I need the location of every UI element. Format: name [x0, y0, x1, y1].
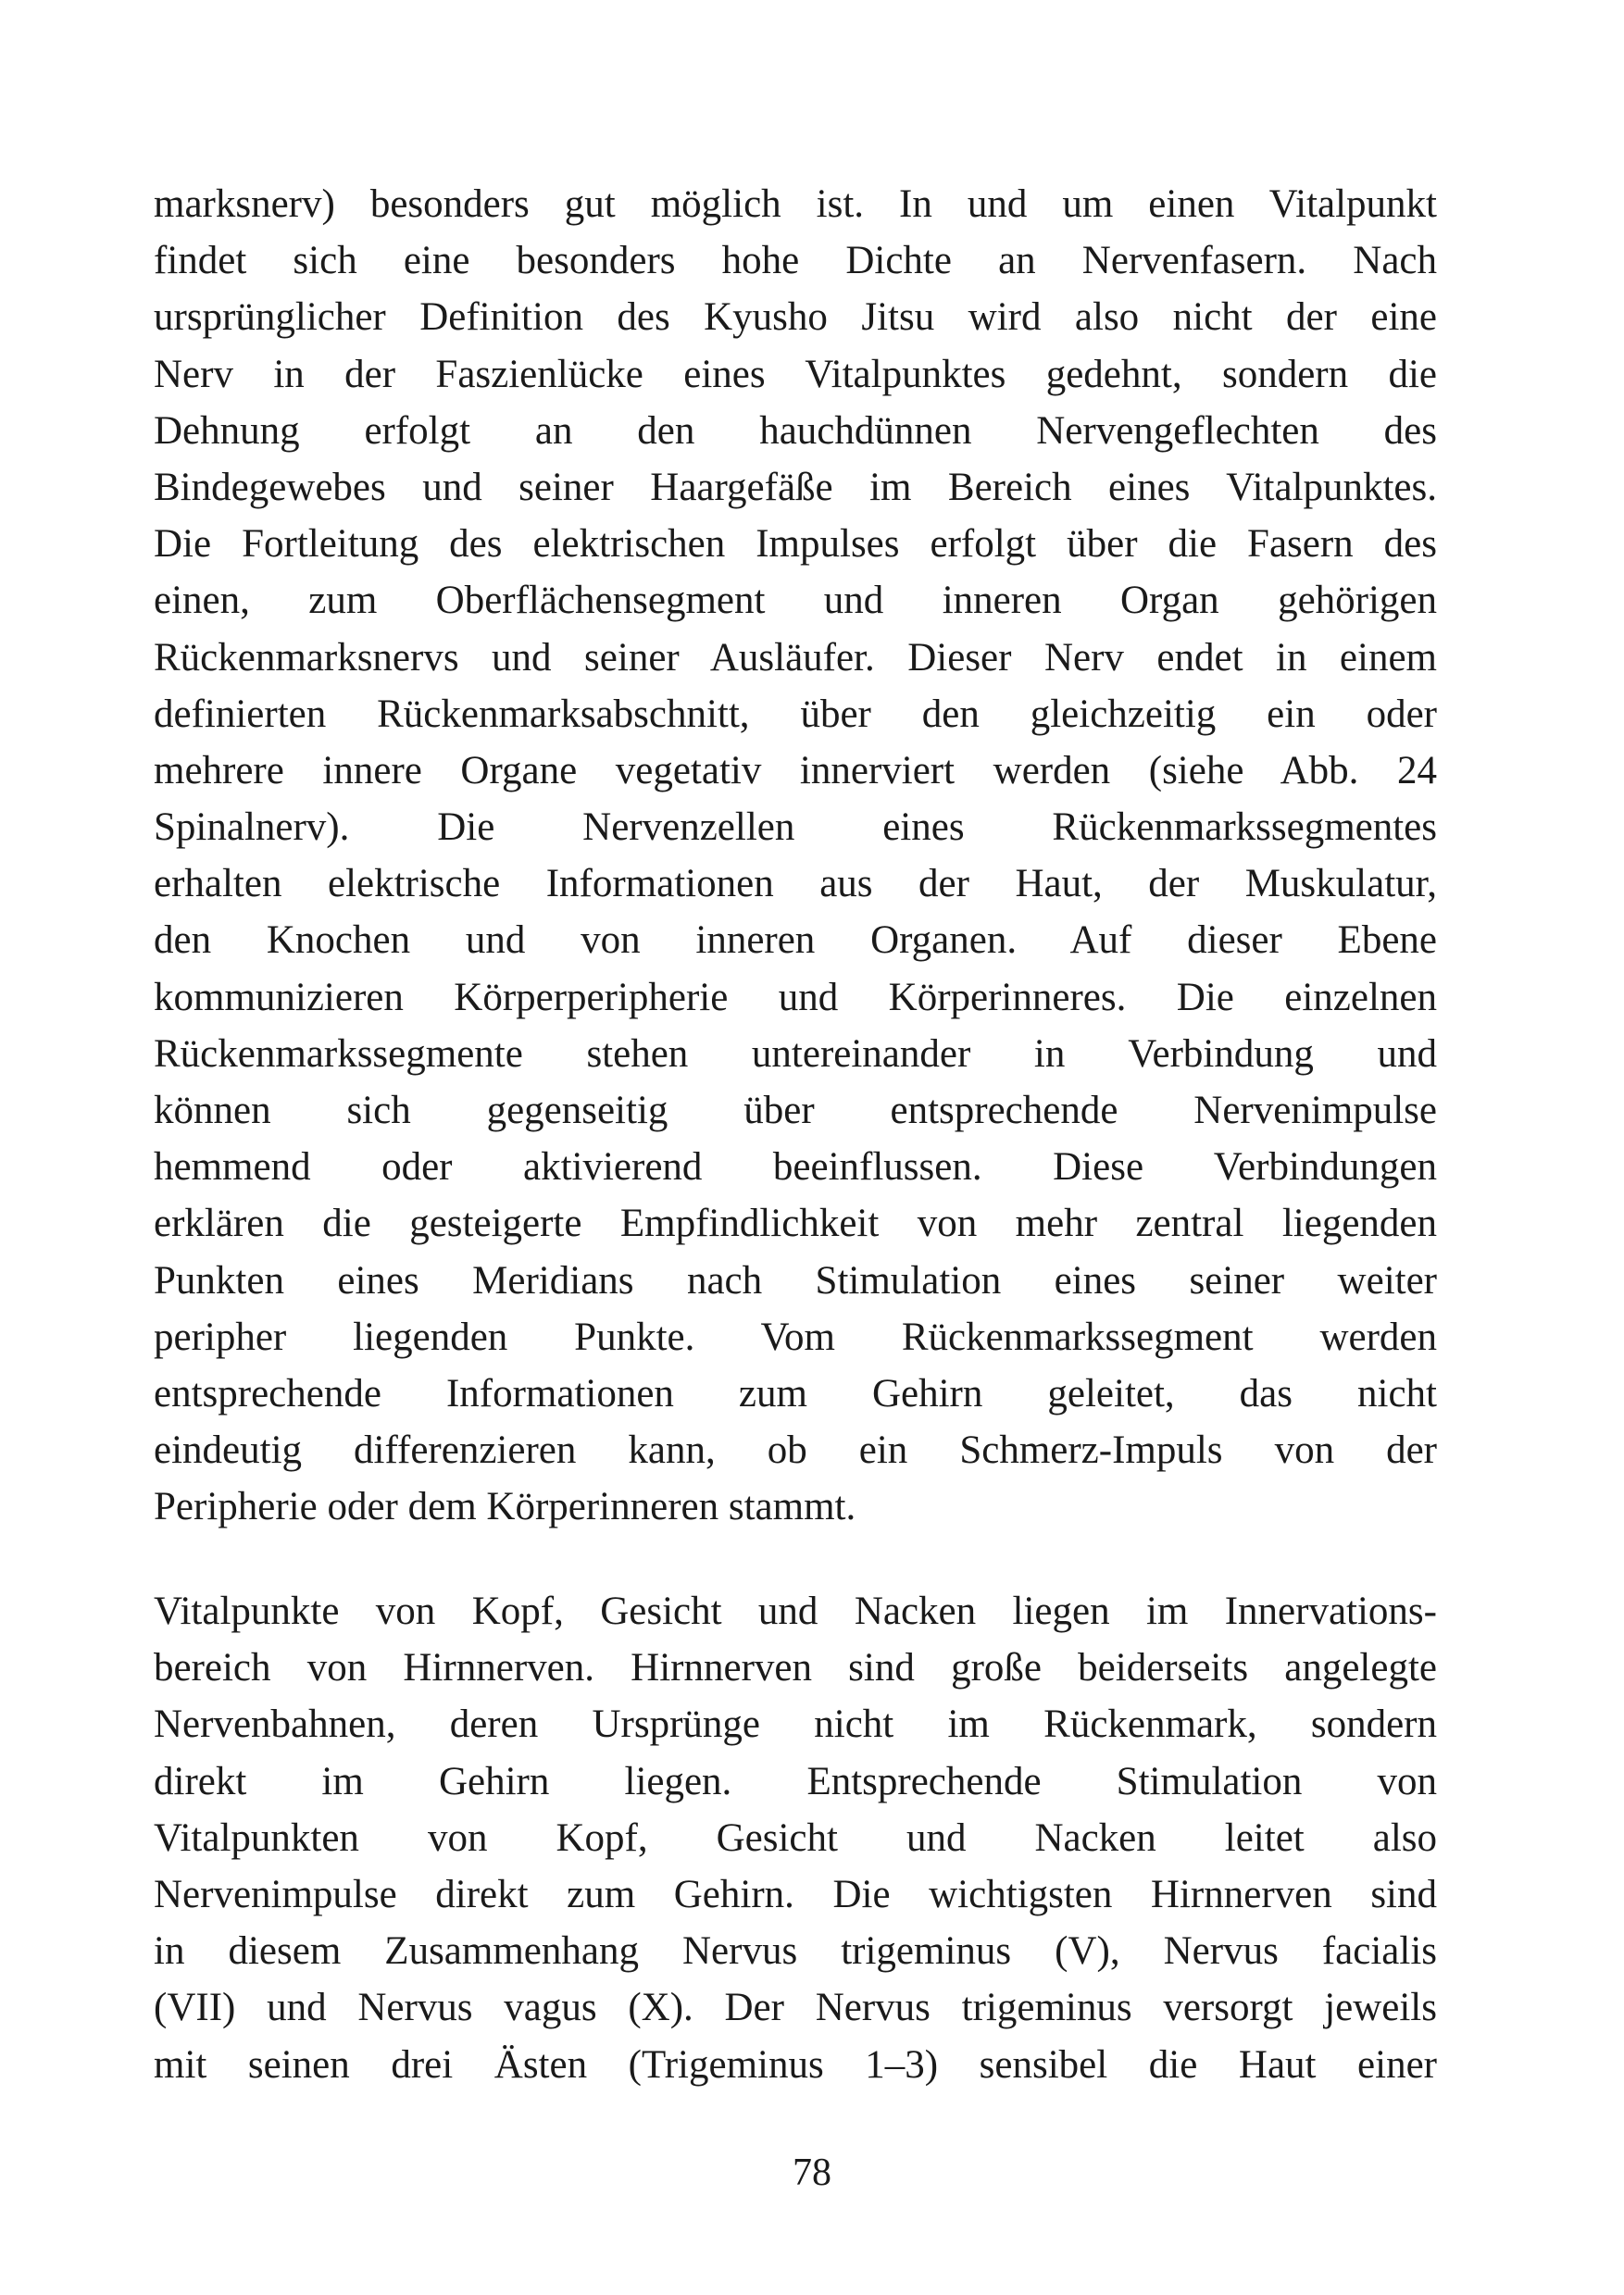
text-line: einen, zum Oberflächensegment und inneren Organ gehörigen	[154, 579, 1437, 623]
text-line: Dehnung erfolgt an den hauchdünnen Nervengeflechten des	[154, 408, 1437, 453]
text-line: Punkten eines Meridians nach Stimulation eines seiner weiter	[154, 1258, 1437, 1303]
text-line: Peripherie oder dem Körperinneren stammt.	[154, 1485, 856, 1529]
text-line: Rückenmarkssegmente stehen untereinander in Verbindung und	[154, 1031, 1437, 1076]
text-line: findet sich eine besonders hohe Dichte an Nervenfasern. Nach	[154, 239, 1437, 283]
text-line: direkt im Gehirn liegen. Entsprechende Stimulation von	[154, 1759, 1437, 1803]
text-line: eindeutig differenzieren kann, ob ein Schmerz-Impuls von der	[154, 1428, 1437, 1473]
text-line: Nerv in der Faszienlücke eines Vitalpunktes gedehnt, sondern die	[154, 352, 1437, 396]
text-line: ursprünglicher Definition des Kyusho Jitsu wird also nicht der eine	[154, 295, 1437, 340]
text-line: peripher liegenden Punkte. Vom Rückenmarkssegment werden	[154, 1315, 1437, 1359]
text-line: marksnerv) besonders gut möglich ist. In und um einen Vitalpunkt	[154, 182, 1437, 226]
text-line: Vitalpunkten von Kopf, Gesicht und Nacken leitet also	[154, 1815, 1437, 1860]
text-line: definierten Rückenmarksabschnitt, über den gleichzeitig ein oder	[154, 692, 1437, 736]
text-line: kommunizieren Körperperipherie und Körperinneres. Die einzelnen	[154, 975, 1437, 1019]
text-line: (VII) und Nervus vagus (X). Der Nervus trigeminus versorgt jeweils	[154, 1986, 1437, 2030]
text-line: Spinalnerv). Die Nervenzellen eines Rückenmarkssegmentes	[154, 805, 1437, 850]
text-line: mehrere innere Organe vegetativ innerviert werden (siehe Abb. 24	[154, 748, 1437, 792]
text-line: erhalten elektrische Informationen aus der Haut, der Muskulatur,	[154, 862, 1437, 906]
text-line: Rückenmarksnervs und seiner Ausläufer. Dieser Nerv endet in einem	[154, 635, 1437, 680]
text-line: Die Fortleitung des elektrischen Impulses erfolgt über die Fasern des	[154, 522, 1437, 567]
text-line: hemmend oder aktivierend beeinflussen. Diese Verbindungen	[154, 1145, 1437, 1190]
text-line: Vitalpunkte von Kopf, Gesicht und Nacken liegen im Innervations-	[154, 1590, 1437, 1633]
text-line: Nervenimpulse direkt zum Gehirn. Die wichtigsten Hirnnerven sind	[154, 1872, 1437, 1916]
text-line: können sich gegenseitig über entsprechende Nervenimpulse	[154, 1089, 1437, 1132]
text-line: Bindegewebes und seiner Haargefäße im Bereich eines Vitalpunktes.	[154, 465, 1437, 509]
text-line: mit seinen drei Ästen (Trigeminus 1–3) sensibel die Haut einer	[154, 2042, 1437, 2087]
paragraph-2	[154, 1583, 1437, 2093]
text-line: den Knochen und von inneren Organen. Auf dieser Ebene	[154, 918, 1437, 963]
text-line: bereich von Hirnnerven. Hirnnerven sind große beiderseits angelegte	[154, 1646, 1437, 1690]
text-line: Nervenbahnen, deren Ursprünge nicht im Rückenmark, sondern	[154, 1703, 1437, 1747]
text-line: erklären die gesteigerte Empfindlichkeit von mehr zentral liegenden	[154, 1202, 1437, 1246]
page-number: 78	[793, 2152, 831, 2194]
text-line: in diesem Zusammenhang Nervus trigeminus (V), Nervus facialis	[154, 1929, 1437, 1974]
text-line: entsprechende Informationen zum Gehirn geleitet, das nicht	[154, 1371, 1437, 1416]
paragraph-1	[154, 176, 1437, 1536]
